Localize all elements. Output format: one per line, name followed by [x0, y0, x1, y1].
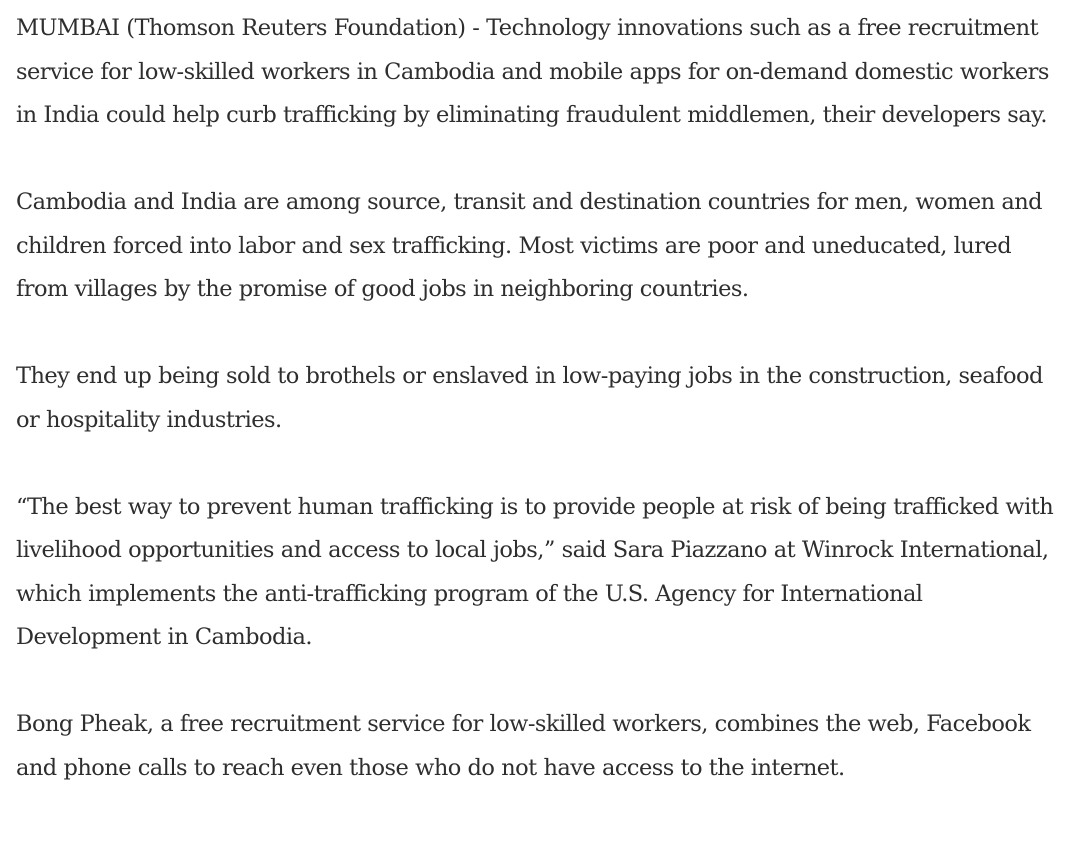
article-paragraph-4: “The best way to prevent human trafficking is to provide people at risk of being trafficked with livelihood opportunities and access to local jobs,” said Sara Piazzano at Winrock International, which implements the anti-trafficking program of the U.S. Agency for International Development in Cambodia. — [16, 493, 1054, 650]
article-paragraph-1: MUMBAI (Thomson Reuters Foundation) - Technology innovations such as a free recruitment service for low-skilled workers in Cambodia and mobile apps for on-demand domestic workers in India could help curb trafficking by eliminating fraudulent middlemen, their developers say. — [16, 15, 1049, 128]
article-paragraph-5: Bong Pheak, a free recruitment service for low-skilled workers, combines the web, Facebook and phone calls to reach even those who do not have access to the internet. — [16, 711, 1031, 781]
article-paragraph-3: They end up being sold to brothels or enslaved in low-paying jobs in the construction, seafood or hospitality industries. — [16, 363, 1043, 433]
article-paragraph-2: Cambodia and India are among source, transit and destination countries for men, women and children forced into labor and sex trafficking. Most victims are poor and uneducated, lured from villages by the promise of good jobs in neighboring countries. — [16, 189, 1042, 302]
